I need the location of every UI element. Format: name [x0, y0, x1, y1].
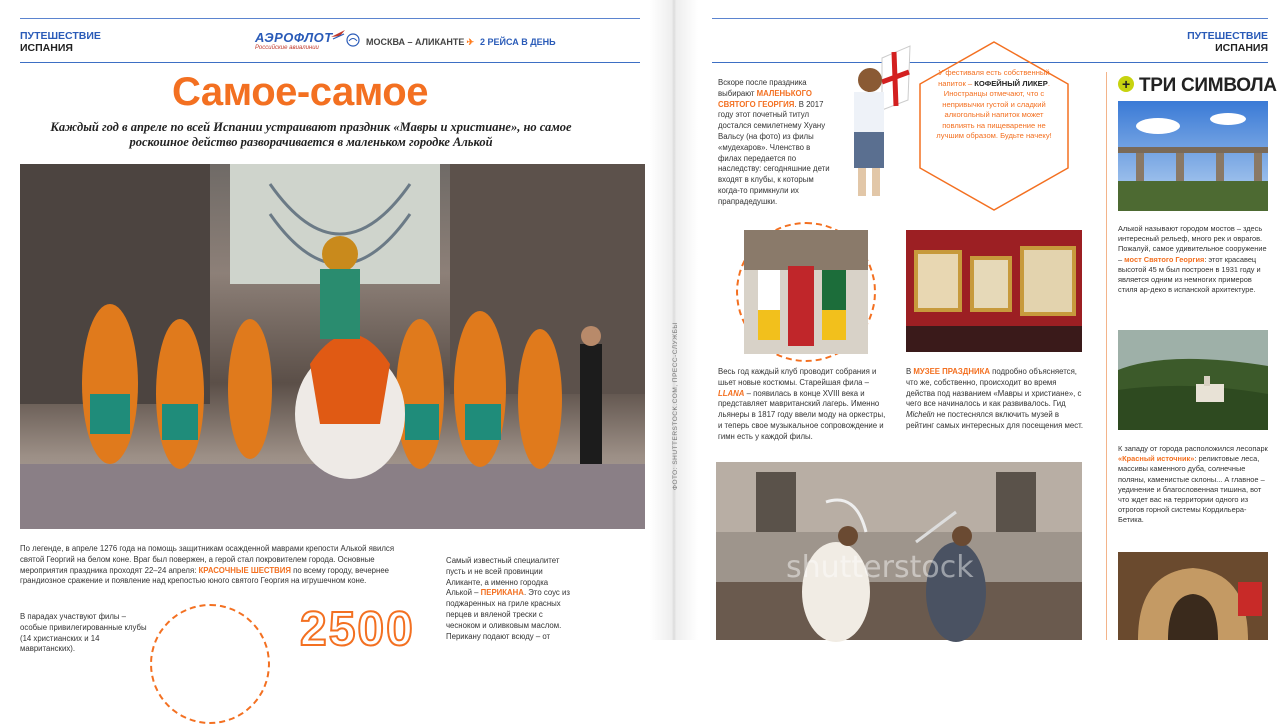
- skyteam-icon: [346, 33, 360, 47]
- top-rule-left: [20, 18, 640, 19]
- boy-with-flag-photo: [832, 40, 912, 206]
- costume-circle-photo: [150, 604, 270, 724]
- flight-route: МОСКВА – АЛИКАНТЕ ✈ 2 РЕЙСА В ДЕНЬ: [366, 37, 556, 47]
- article-title: Самое-самое: [172, 70, 428, 114]
- para-pericana: Самый известный специалитет пусть и не всей провинции Аликанте, а именно городка Алькой – ПЕРИКАНА. Это соус из поджаренных на гриле красных перцев и вяленой трески с чесноком и оливковым маслом. Перикану подают всюду – от: [446, 556, 570, 641]
- liqueur-note: У фестиваля есть собственный напиток – КОФЕЙНЫЙ ЛИКЕР. Иностранцы отмечают, что с непривычки густой и сладкий алкогольный напиток может повлиять на пищеварение не лучшим образом. Будьте начеку!: [936, 68, 1052, 140]
- aeroflot-logo: АЭРОФЛОТ Российские авиалинии: [255, 30, 333, 51]
- tunnel-photo: [1118, 552, 1268, 640]
- watermark: shutterstock: [786, 550, 974, 585]
- plus-icon: +: [1118, 76, 1134, 92]
- big-number: 2500: [300, 603, 415, 656]
- para-legend: По легенде, в апреле 1276 года на помощь защитникам осажденной маврами крепости Алькой явился святой Георгий на белом коне. Враг был повержен, а герой стал покровителем города. Основные мероприятия праздника проходят 22–24 апреля: КРАСОЧНЫЕ ШЕСТВИЯ по всему городу, вечернее грандиозное сражение и появление над крепостью юного святого Георгия на игрушечном коне.: [20, 544, 395, 586]
- battle-photo: [716, 462, 1082, 640]
- photo-credit: ФОТО: SHUTTERSTOCK.COM, ПРЕСС-СЛУЖБЫ: [672, 322, 679, 490]
- sidebar-bridge-text: Алькой называют городом мостов – здесь интересный рельеф, много рек и оврагов. Пожалуй, самое удивительное сооружение – мост Святого Георгия: этот красавец высотой 45 м был построен в 1931 году и является одним из немногих примеров стиля ар-деко в испанской архитектуре.: [1118, 224, 1267, 295]
- page-gutter: [650, 0, 698, 640]
- fila-circle-photo: [736, 222, 876, 362]
- forest-photo: [1118, 330, 1268, 430]
- para-parades: В парадах участвуют филы – особые привилегированные клубы (14 христианских и 14 мавританских).: [20, 612, 147, 654]
- top-rule-right: [712, 18, 1268, 19]
- para-llana: Весь год каждый клуб проводит собрания и шьет новые костюмы. Старейшая фила – LLANA – появилась в конце XVIII века и представляет мавританский лагерь. Именно льянеры в 1817 году ввели моду на оркестры, и теперь свое музыкальное сопровождение и гимн есть у каждой филы.: [718, 367, 886, 441]
- article-lede: Каждый год в апреле по всей Испании устраивают праздник «Мавры и христиане», но самое роскошное действо разворачивается в маленьком городке Алькой: [50, 120, 572, 149]
- bridge-photo: [1118, 101, 1268, 211]
- museum-photo: [906, 230, 1082, 352]
- sidebar-forest-text: К западу от города расположился лесопарк «Красный источник»: реликтовые леса, массивы каменного дуба, солнечные поляны, каменистые склоны... А главное – уединение и благословенная тишина, вот что ждет вас на территории одного из отрогов горной системы Кордильера-Бетика.: [1118, 444, 1268, 525]
- para-museum: В МУЗЕЕ ПРАЗДНИКА подробно объясняется, что же, собственно, происходит во время действа под названием «Мавры и христиане», с чего все начиналось и как развивалось. Гид Michelin не постеснялся включить музей в рейтинг самых интересных для посещения мест.: [906, 367, 1084, 430]
- sidebar-title: + ТРИ СИМВОЛА: [1118, 75, 1277, 97]
- header-rule-left: [20, 62, 640, 63]
- parade-photo: [20, 164, 645, 529]
- para-little-george: Вскоре после праздника выбирают МАЛЕНЬКОГО СВЯТОГО ГЕОРГИЯ. В 2017 году этот почетный титул достался семилетнему Хуану Вальсу (на фото) из филы «мудехаров». Членство в филах передается по наследству: сегодняшние дети входят в клубы, к которым когда-то примкнули их прапрадедушки.: [718, 78, 830, 206]
- section-kicker-left: ПУТЕШЕСТВИЕ ИСПАНИЯ: [20, 30, 101, 54]
- wings-logo-icon: [330, 28, 346, 42]
- section-kicker-right: ПУТЕШЕСТВИЕ ИСПАНИЯ: [1187, 30, 1268, 54]
- plane-icon: ✈: [466, 37, 474, 47]
